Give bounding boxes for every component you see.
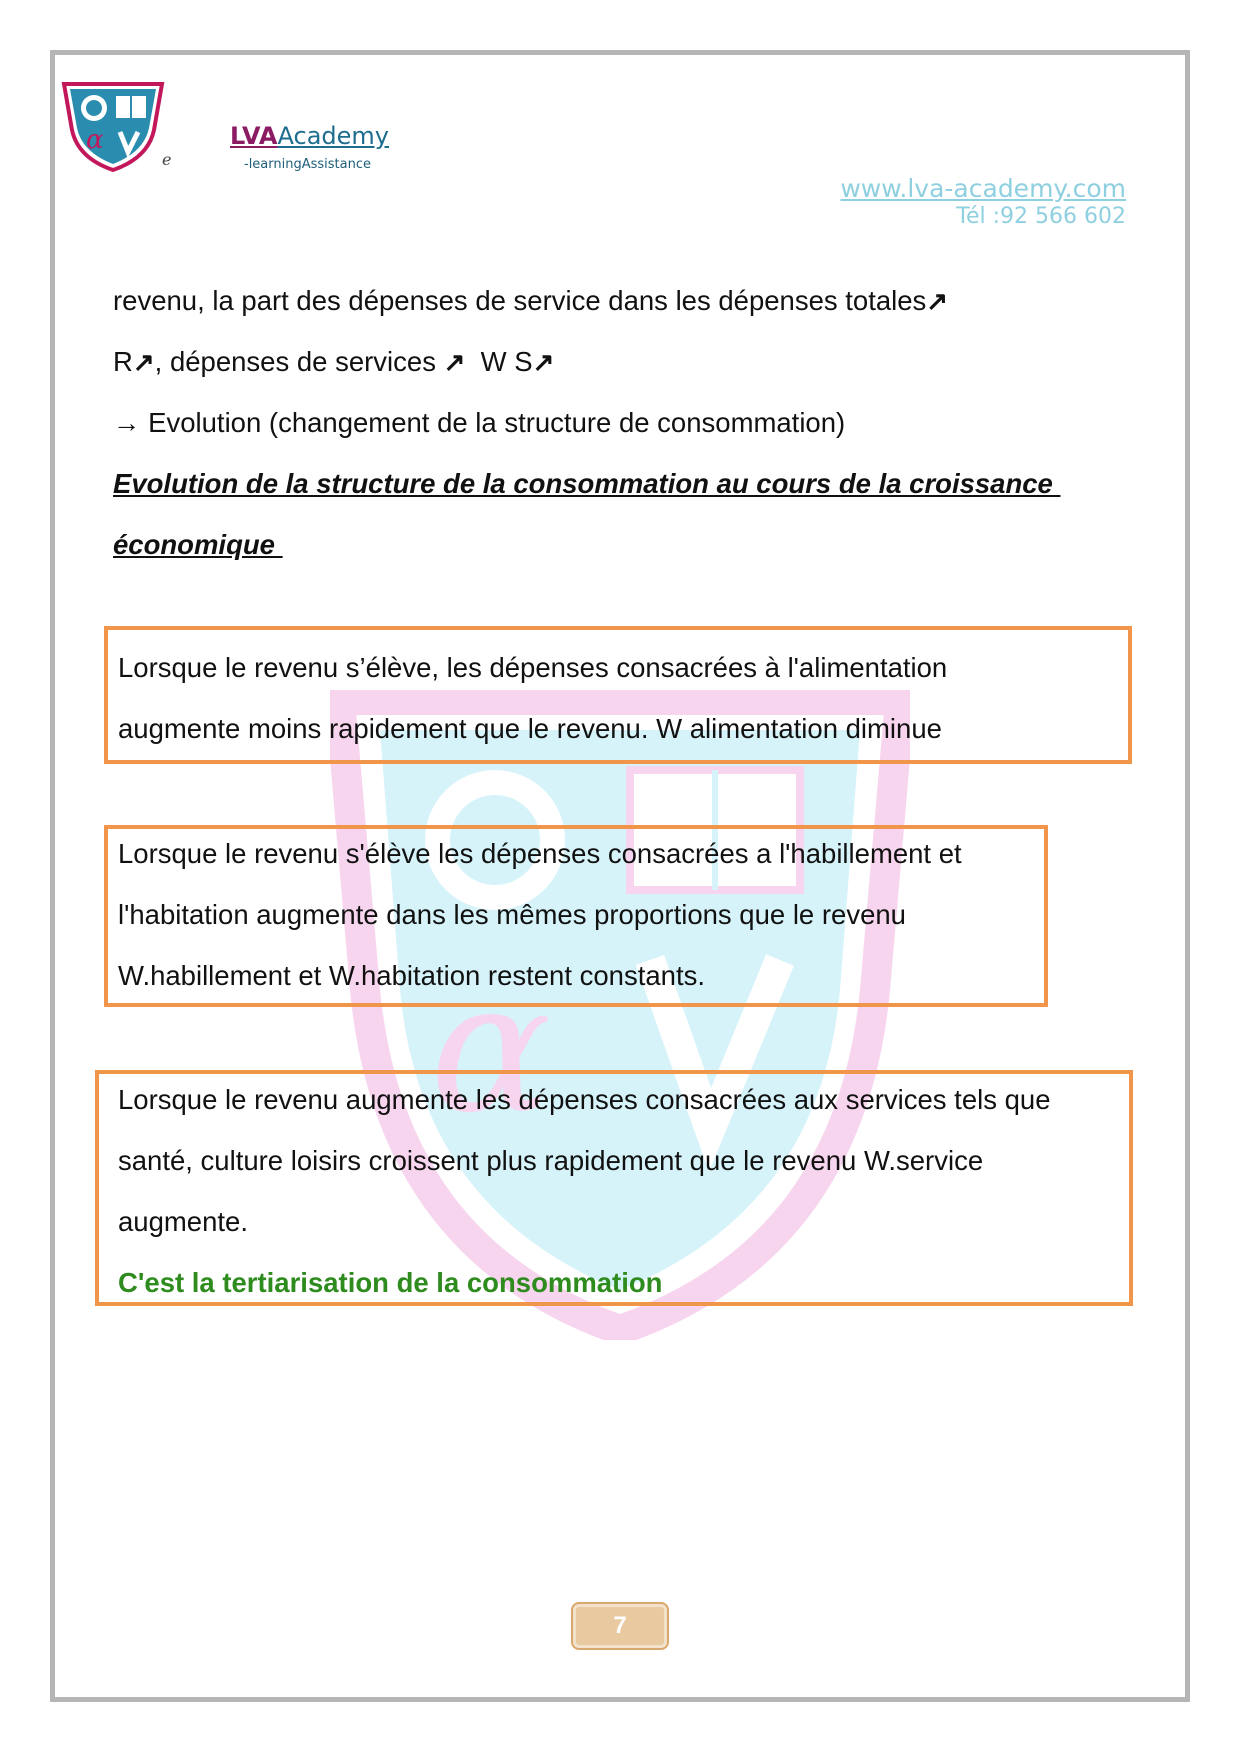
info-box-alimentation [104, 626, 1132, 764]
box-2-line-3: W.habillement et W.habitation restent constants. [118, 960, 705, 991]
info-box-services [95, 1070, 1133, 1306]
box-2-line-2: l'habitation augmente dans les mêmes proportions que le revenu [118, 899, 906, 930]
brand-academy: Academy [277, 122, 389, 150]
conclusion-text: C'est la tertiarisation de la consommation [118, 1267, 663, 1298]
box-3-line-3: augmente. [118, 1206, 248, 1237]
section-heading-line-2: économique [113, 529, 283, 560]
intro-line-2-services: , dépenses de services [154, 346, 436, 377]
intro-line-2 [113, 345, 554, 379]
logo-letter: e [162, 150, 172, 169]
intro-line-1-text: revenu, la part des dépenses de service dans les dépenses totales [113, 285, 927, 316]
section-heading-line-1: Evolution de la structure de la consommation au cours de la croissance [113, 468, 1061, 499]
intro-line-2-ws: W S [480, 346, 533, 377]
arrow-up-icon: ↗ [532, 347, 555, 377]
box-3-line-1: Lorsque le revenu augmente les dépenses consacrées aux services tels que [118, 1084, 1051, 1115]
lva-academy-logo [58, 80, 168, 172]
box-1-line-1: Lorsque le revenu s’élève, les dépenses consacrées à l'alimentation [118, 652, 948, 683]
intro-line-1 [113, 284, 948, 318]
website-link[interactable]: www.lva-academy.com [840, 174, 1126, 203]
brand-name [230, 122, 389, 150]
arrow-up-icon: ↗ [132, 347, 155, 377]
box-2-line-1: Lorsque le revenu s'élève les dépenses consacrées a l'habillement et [118, 838, 962, 869]
brand-tagline: -learningAssistance [244, 157, 371, 172]
arrow-up-icon: ↗ [443, 347, 466, 377]
phone-number: Tél :92 566 602 [956, 204, 1126, 229]
intro-line-3: → Evolution (changement de la structure de consommation) [113, 407, 846, 438]
intro-line-2-r: R [113, 346, 133, 377]
arrow-up-icon: ↗ [926, 286, 949, 316]
info-box-habillement [104, 825, 1048, 1007]
box-3-line-2: santé, culture loisirs croissent plus rapidement que le revenu W.service [118, 1145, 984, 1176]
page-number-badge: 7 [573, 1604, 667, 1648]
svg-text:α: α [430, 944, 552, 1153]
svg-text:α: α [86, 125, 104, 155]
brand-lva: LVA [230, 122, 278, 150]
box-1-line-2: augmente moins rapidement que le revenu. W alimentation diminue [118, 713, 942, 744]
